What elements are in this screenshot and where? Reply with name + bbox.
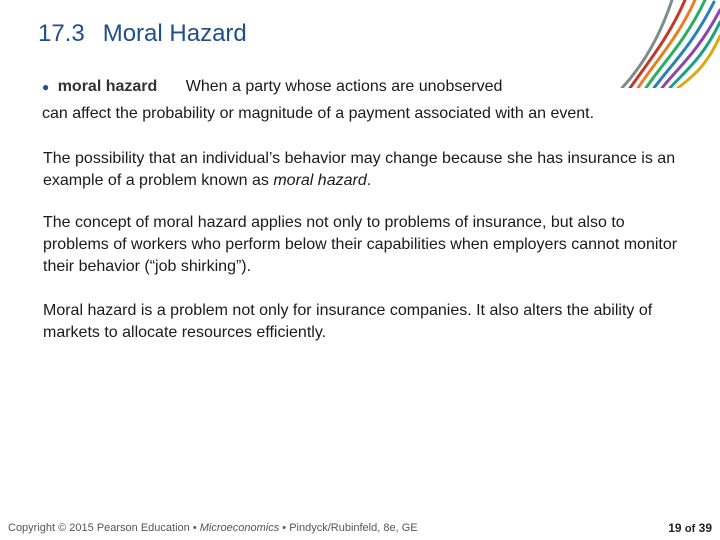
definition-text-line1: When a party whose actions are unobserved xyxy=(185,78,503,95)
page-current: 19 xyxy=(668,521,682,535)
footer-authors: • Pindyck/Rubinfeld, 8e, GE xyxy=(282,522,418,534)
bullet-icon: ● xyxy=(42,80,50,94)
slide-title xyxy=(38,20,247,48)
paragraph-1-term: moral hazard xyxy=(273,172,367,189)
decor-cable-line xyxy=(630,0,685,88)
page-total: 39 xyxy=(698,521,712,535)
paragraph-2 xyxy=(43,212,693,278)
decorative-cables-image xyxy=(610,0,720,88)
footer-book-title: Microeconomics xyxy=(199,522,280,534)
page-number xyxy=(668,521,712,535)
section-number: 17.3 xyxy=(38,20,85,47)
definition-line xyxy=(42,78,502,96)
definition-term: moral hazard xyxy=(57,78,158,95)
footer-copyright: Copyright © 2015 Pearson Education • xyxy=(8,522,197,534)
definition-text-line2: can affect the probability or magnitude of a payment associated with an event. xyxy=(42,105,595,122)
paragraph-3 xyxy=(43,300,693,344)
paragraph-1 xyxy=(43,148,693,192)
paragraph-2-text: The concept of moral hazard applies not only to problems of insurance, but also to problems of workers who perform below their capabilities when employers cannot monitor their behavior (“job shirking”). xyxy=(43,214,678,275)
paragraph-1-text: The possibility that an individual’s behavior may change because she has insurance is an example of a problem known as xyxy=(43,150,676,189)
title-text: Moral Hazard xyxy=(102,20,247,47)
footer xyxy=(8,522,418,534)
page-of-label: of xyxy=(684,523,696,535)
paragraph-3-text: Moral hazard is a problem not only for insurance companies. It also alters the ability of markets to allocate resources efficiently. xyxy=(43,302,653,341)
paragraph-1-end: . xyxy=(366,172,372,189)
